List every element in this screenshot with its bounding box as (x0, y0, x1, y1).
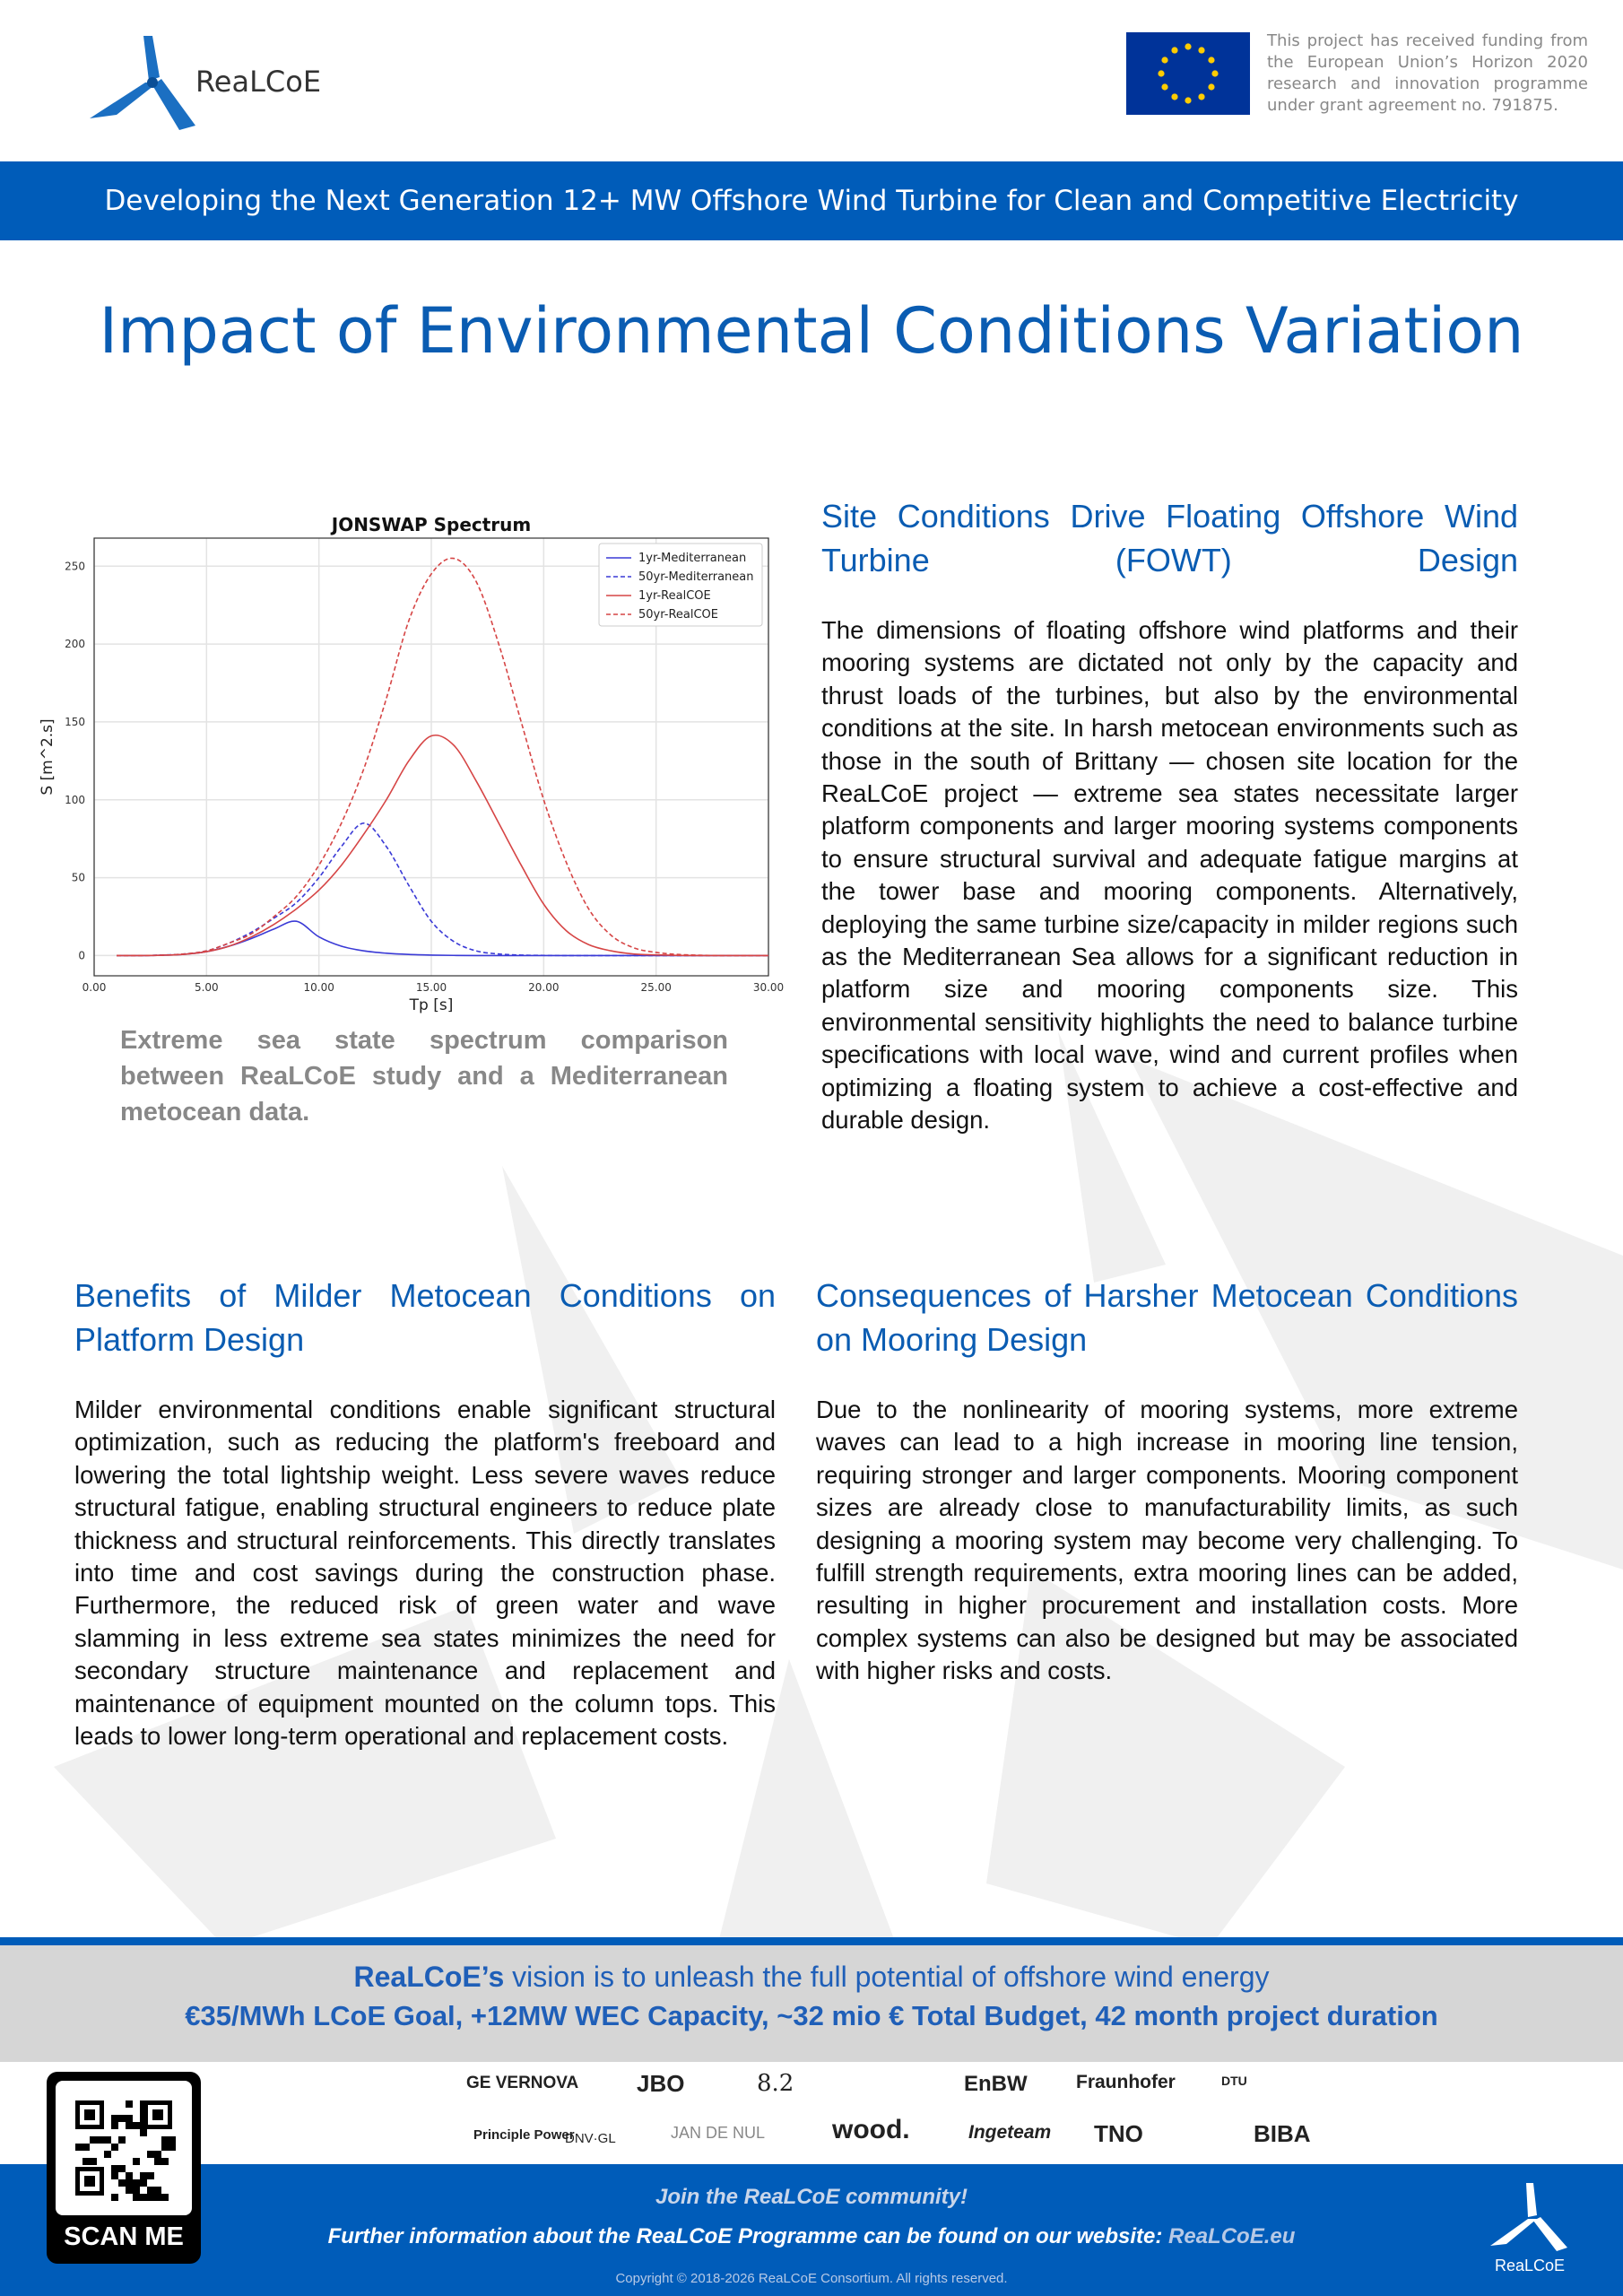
logo-text: ReaLCoE (195, 65, 322, 99)
partner-logo: EnBW (964, 2072, 1028, 2096)
eu-star (1171, 47, 1177, 53)
section-body-milder-conditions: Milder environmental conditions enable significant structural optimization, such as reducing the platform's freeboard and lowering the total lightship weight. Less severe waves reduce structural fatigue, enabling structural engineers to reduce plate thickness and structural reinforcements. This directly translates into time and cost savings during the construction phase. Furthermore, the reduced risk of green water and wave slamming in less extreme sea states minimizes the need for secondary structure maintenance and replacement and maintenance of equipment mounted on the column tops. This leads to lower long-term operational and replacement costs. (74, 1396, 776, 1751)
section-title-milder-conditions: Benefits of Milder Metocean Conditions on Platform Design (74, 1277, 776, 1358)
copyright-text: Copyright © 2018-2026 ReaLCoE Consortium. All rights reserved. (615, 2271, 1008, 2286)
eu-star (1208, 83, 1214, 90)
vision-statement (0, 1961, 1623, 1994)
x-tick-label: 25.00 (640, 981, 672, 994)
y-tick-label: 250 (65, 560, 85, 573)
partner-logo: JAN DE NUL (671, 2124, 766, 2142)
page-title: Impact of Environmental Conditions Variation (99, 294, 1524, 368)
qr-code-icon (56, 2081, 192, 2215)
partner-logo: GE VERNOVA (466, 2074, 579, 2092)
legend-label: 1yr-Mediterranean (638, 552, 747, 565)
legend-label: 50yr-Mediterranean (638, 570, 754, 584)
qr-code-badge[interactable] (47, 2072, 201, 2264)
eu-star (1185, 97, 1191, 103)
y-axis-label: S [m^2.s] (39, 718, 56, 796)
further-info-prefix: Further information about the ReaLCoE Programme can be found on our website: (327, 2224, 1169, 2248)
tagline-banner: Developing the Next Generation 12+ MW Offshore Wind Turbine for Clean and Competitive Electricity (0, 161, 1623, 240)
x-tick-label: 10.00 (303, 981, 334, 994)
eu-star (1198, 93, 1204, 100)
y-tick-label: 100 (65, 793, 85, 806)
eu-star (1161, 83, 1167, 90)
vision-text: vision is to unleash the full potential of offshore wind energy (504, 1961, 1270, 1993)
qr-code-area (56, 2081, 192, 2215)
partner-logo: DTU (1221, 2074, 1247, 2088)
chart-title: JONSWAP Spectrum (331, 514, 532, 535)
y-tick-label: 150 (65, 715, 85, 728)
section-body-harsher-conditions: Due to the nonlinearity of mooring systems, more extreme waves can lead to a high increase in mooring line tension, requiring stronger and larger components. Mooring component sizes are already close to manufacturability limits, as such designing a mooring system may become very challenging. To fulfill strength requirements, extra mooring lines can be added, resulting in higher procurement and installation costs. More complex systems can also be designed but may be associated with higher risks and costs. (816, 1396, 1518, 1685)
scan-me-label: SCAN ME (64, 2222, 184, 2251)
project-goals: €35/MWh LCoE Goal, +12MW WEC Capacity, ~32 mio € Total Budget, 42 month project duration (185, 2000, 1438, 2031)
eu-star (1171, 93, 1177, 100)
partner-logo: Principle Power (473, 2127, 575, 2143)
section-title-site-conditions: Site Conditions Drive Floating Offshore Wind Turbine (FOWT) Design (821, 498, 1518, 578)
footer-logo-text: ReaLCoE (1494, 2257, 1566, 2274)
further-info-text (0, 2224, 1623, 2249)
partner-logos (466, 2068, 1345, 2158)
eu-star (1211, 70, 1218, 76)
x-axis-label: Tp [s] (409, 996, 454, 1014)
vision-brand: ReaLCoE’s (353, 1961, 505, 1993)
section-body-site-conditions: The dimensions of floating offshore wind platforms and their mooring systems are dictated not only by the capacity and thrust loads of the turbines, but also by the environmental conditions at the site. In harsh metocean environments such as those in the south of Brittany — chosen site location for the ReaLCoE project — extreme sea states necessitate larger platform components and larger mooring systems components to ensure structural survival and adequate fatigue margins at the tower base and mooring components. Alternatively, deploying the same turbine size/capacity in milder regions such as the Mediterranean Sea allows for a significant reduction in platform size and mooring components size. This environmental sensitivity highlights the need to balance turbine specifications with local wave, wind and current profiles when optimizing a floating system to achieve a cost-effective and durable design. (821, 616, 1518, 1135)
eu-flag-icon (1126, 32, 1250, 115)
eu-star (1208, 57, 1214, 63)
eu-star (1198, 47, 1204, 53)
eu-star (1185, 43, 1191, 49)
section-title-harsher-conditions: Consequences of Harsher Metocean Conditions on Mooring Design (816, 1277, 1518, 1358)
chart-caption: Extreme sea state spectrum comparison between ReaLCoE study and a Mediterranean metocean data. (120, 1026, 728, 1126)
legend-label: 50yr-RealCOE (638, 608, 718, 622)
partner-logo: Fraunhofer (1076, 2072, 1176, 2092)
eu-funding-text: This project has received funding from the European Union’s Horizon 2020 research and innovation programme under grant agreement no. 791875. (1267, 31, 1588, 115)
legend-label: 1yr-RealCOE (638, 589, 711, 603)
partner-logo: TNO (1094, 2120, 1143, 2147)
series-line (117, 823, 768, 956)
partner-logo: JBO (637, 2070, 685, 2097)
website-link[interactable]: ReaLCoE.eu (1168, 2224, 1296, 2248)
y-tick-label: 0 (78, 949, 85, 962)
x-tick-label: 15.00 (415, 981, 447, 994)
partner-logo: Ingeteam (968, 2122, 1052, 2143)
eu-star (1161, 57, 1167, 63)
partner-logo: BIBA (1254, 2120, 1311, 2147)
vision-divider (0, 1937, 1623, 1945)
partner-logo: wood. (832, 2115, 910, 2144)
jonswap-spectrum-chart (36, 502, 798, 1022)
series-line (117, 735, 768, 956)
eu-star (1158, 70, 1164, 76)
partner-logo: DNV·GL (565, 2131, 616, 2146)
x-tick-label: 20.00 (528, 981, 560, 994)
y-tick-label: 200 (65, 638, 85, 651)
y-tick-label: 50 (71, 871, 85, 884)
x-tick-label: 0.00 (82, 981, 107, 994)
join-community-text: Join the ReaLCoE community! (655, 2185, 968, 2209)
partner-logo: 8.2 (757, 2070, 794, 2097)
x-tick-label: 5.00 (194, 981, 219, 994)
x-tick-label: 30.00 (752, 981, 785, 994)
